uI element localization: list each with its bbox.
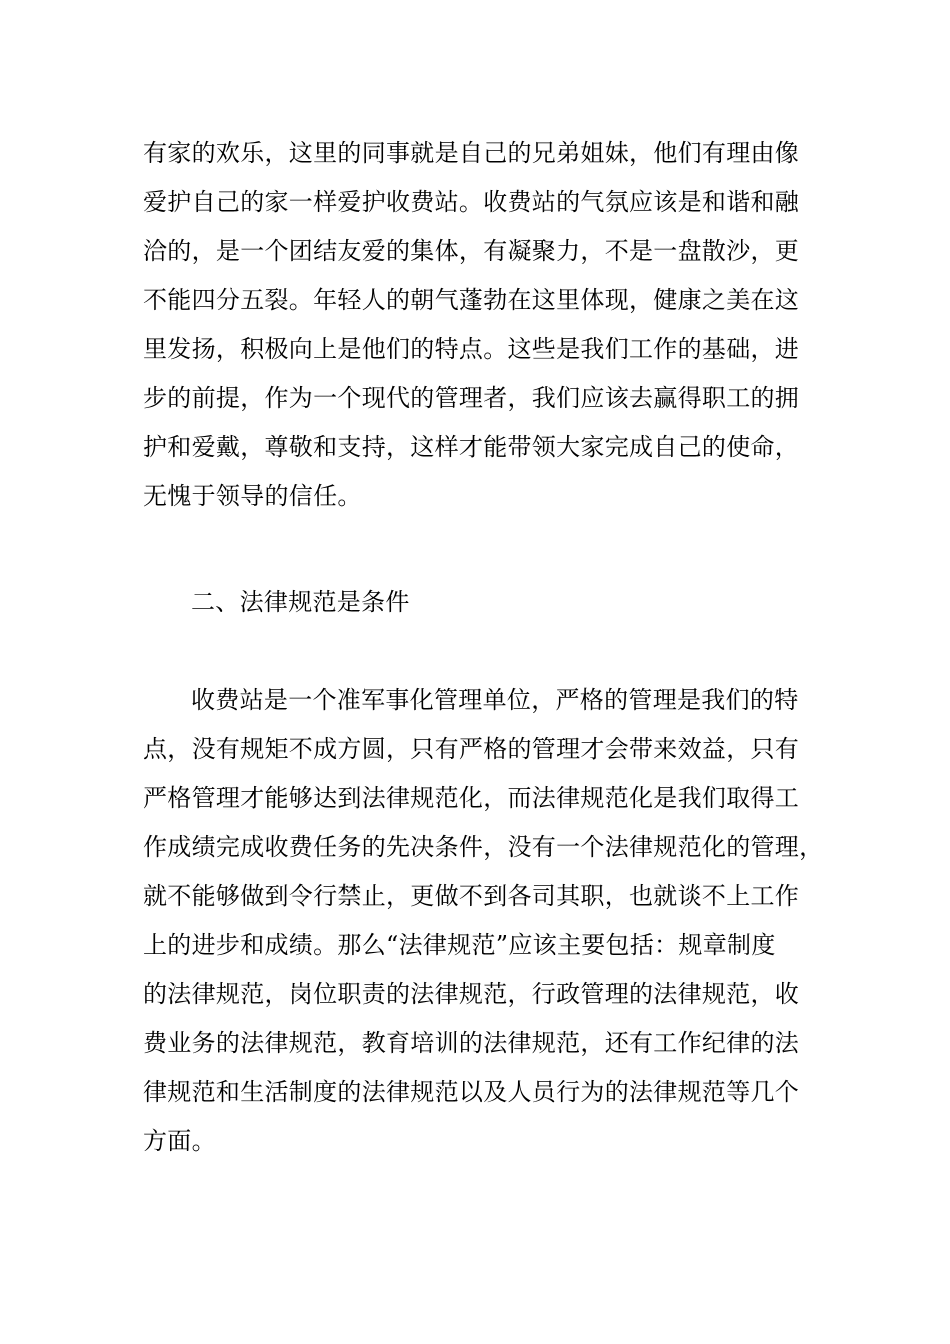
paragraph-line: 律规范和生活制度的法律规范以及人员行为的法律规范等几个 xyxy=(143,1078,800,1106)
paragraph-line: 上的进步和成绩。那么“法律规范”应该主要包括：规章制度 xyxy=(143,931,776,959)
paragraph-line: 有家的欢乐，这里的同事就是自己的兄弟姐妹，他们有理由像 xyxy=(143,139,800,167)
paragraph-line: 步的前提，作为一个现代的管理者，我们应该去赢得职工的拥 xyxy=(143,384,800,412)
paragraph-1 xyxy=(143,129,823,521)
paragraph-line: 方面。 xyxy=(143,1127,216,1155)
paragraph-line: 点，没有规矩不成方圆，只有严格的管理才会带来效益，只有 xyxy=(143,735,800,763)
paragraph-line: 护和爱戴，尊敬和支持，这样才能带领大家完成自己的使命， xyxy=(143,433,800,461)
paragraph-line: 洽的，是一个团结友爱的集体，有凝聚力，不是一盘散沙，更 xyxy=(143,237,800,265)
paragraph-line: 作成绩完成收费任务的先决条件，没有一个法律规范化的管理， xyxy=(143,833,824,861)
paragraph-line: 的法律规范，岗位职责的法律规范，行政管理的法律规范，收 xyxy=(143,980,800,1008)
paragraph-line: 无愧于领导的信任。 xyxy=(143,482,362,510)
paragraph-line: 不能四分五裂。年轻人的朝气蓬勃在这里体现，健康之美在这 xyxy=(143,286,800,314)
paragraph-line: 费业务的法律规范，教育培训的法律规范，还有工作纪律的法 xyxy=(143,1029,800,1057)
section-heading xyxy=(191,578,871,627)
section-heading-text: 二、法律规范是条件 xyxy=(191,588,410,616)
paragraph-line: 收费站是一个准军事化管理单位，严格的管理是我们的特 xyxy=(191,686,799,714)
paragraph-line: 严格管理才能够达到法律规范化，而法律规范化是我们取得工 xyxy=(143,784,800,812)
paragraph-line: 就不能够做到令行禁止，更做不到各司其职，也就谈不上工作 xyxy=(143,882,800,910)
paragraph-line: 爱护自己的家一样爱护收费站。收费站的气氛应该是和谐和融 xyxy=(143,188,800,216)
paragraph-line: 里发扬，积极向上是他们的特点。这些是我们工作的基础，进 xyxy=(143,335,800,363)
paragraph-2 xyxy=(143,676,823,1166)
